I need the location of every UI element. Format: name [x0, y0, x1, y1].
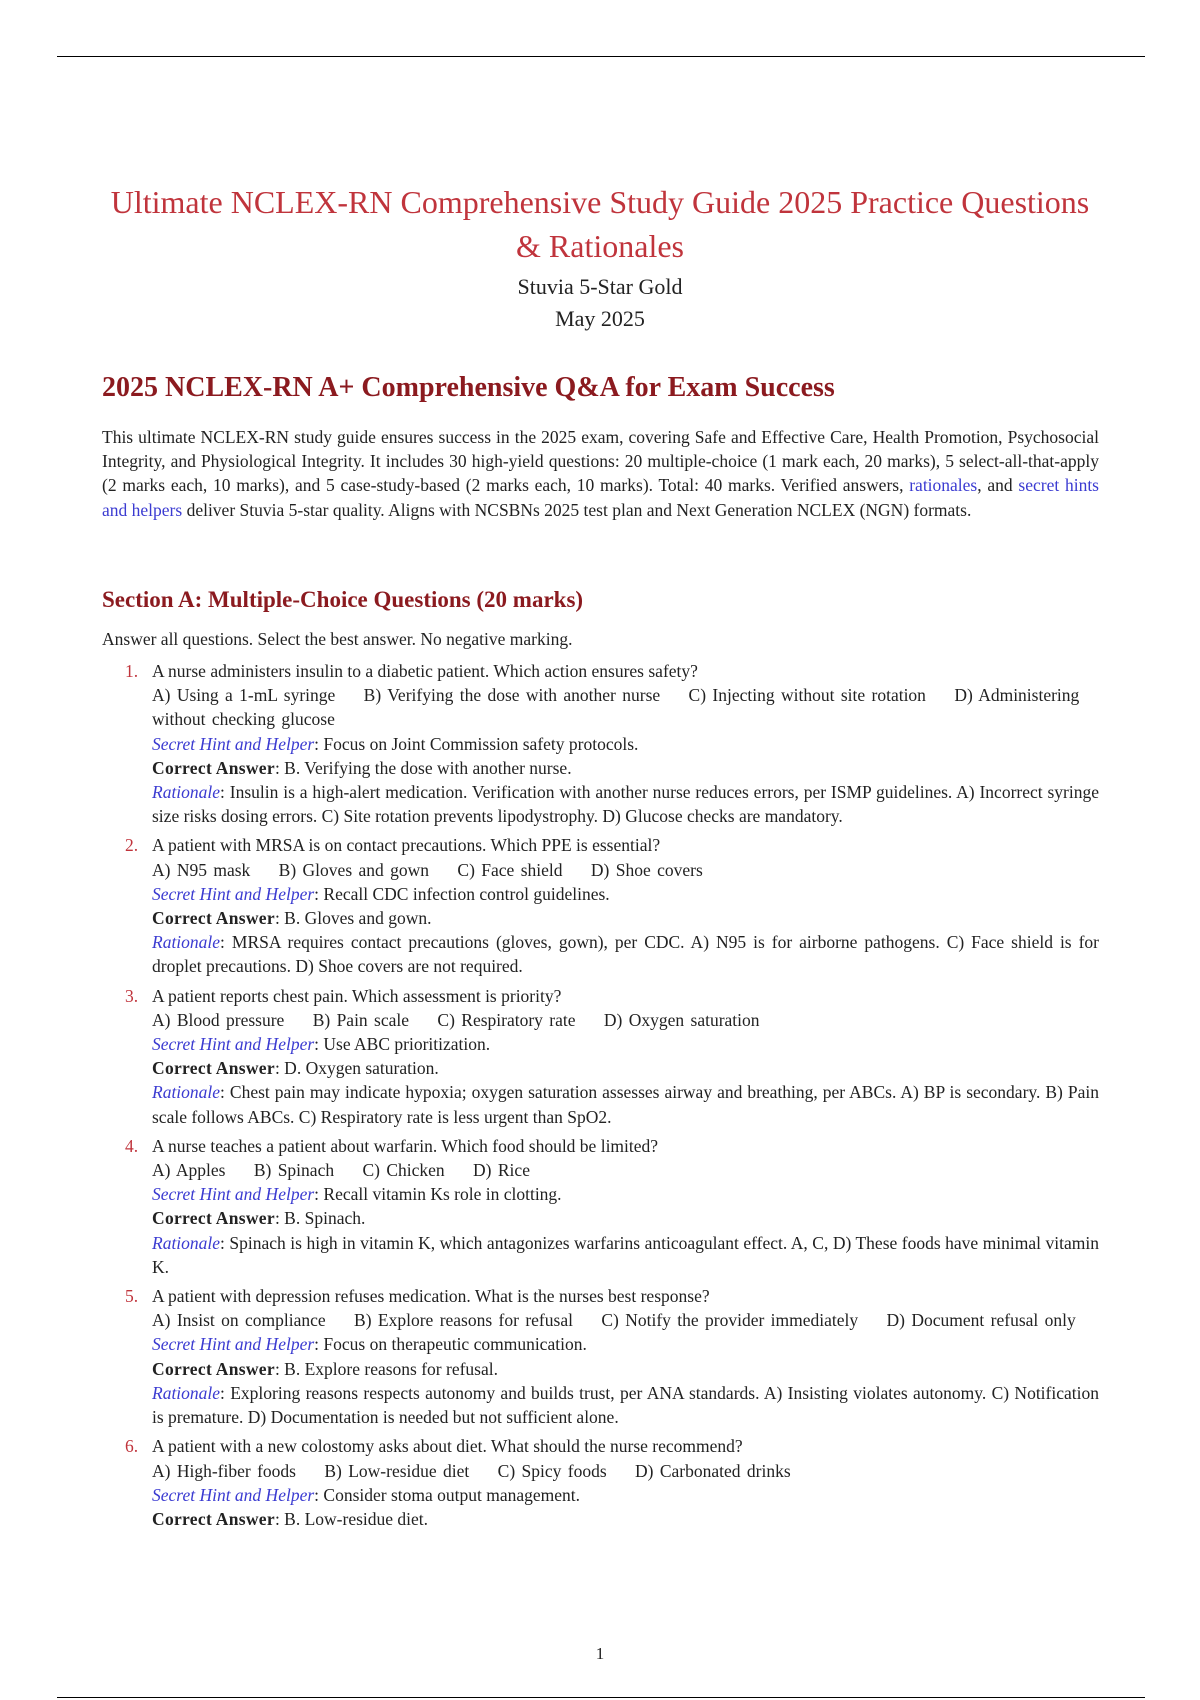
answer-option: D) Rice — [473, 1160, 530, 1181]
answer-options — [152, 683, 1099, 731]
rationale — [152, 1381, 1099, 1429]
hint-text: : Recall vitamin Ks role in clotting. — [314, 1184, 562, 1205]
question-number: 4. — [125, 1135, 139, 1156]
rationale-text: : Chest pain may indicate hypoxia; oxygen saturation assesses airway and breathing, per ABCs. A) BP is secondary. B) Pain scale follows ABCs. C) Respiratory rate is less urgent than SpO2. — [152, 1082, 1099, 1127]
question-text: A nurse administers insulin to a diabetic patient. Which action ensures safety? — [152, 661, 698, 681]
correct-answer — [152, 1507, 1099, 1531]
rationale-text: : MRSA requires contact precautions (gloves, gown), per CDC. A) N95 is for airborne pathogens. C) Face shield is for droplet precautions. D) Shoe covers are not required. — [152, 932, 1099, 977]
rationale-text: : Insulin is a high-alert medication. Verification with another nurse reduces errors, per ISMP guidelines. A) Incorrect syringe size risks dosing errors. C) Site rotation prevents lipodystrophy. D) Glucose checks are mandatory. — [152, 782, 1099, 827]
answer-label: Correct Answer — [152, 757, 275, 778]
main-heading: 2025 NCLEX-RN A+ Comprehensive Q&A for Exam Success — [102, 372, 835, 403]
answer-option: D) Carbonated drinks — [635, 1460, 791, 1481]
answer-text: : B. Low-residue diet. — [274, 1508, 429, 1529]
answer-option: C) Spicy foods — [497, 1460, 607, 1481]
question-item — [102, 1134, 1099, 1279]
hint-text: : Recall CDC infection control guidelines. — [314, 883, 610, 904]
rationale-label: Rationale — [152, 1232, 221, 1253]
section-a-heading: Section A: Multiple-Choice Questions (20 marks) — [102, 587, 584, 612]
question-number: 5. — [125, 1286, 139, 1307]
answer-options — [152, 1008, 1099, 1032]
rationale-text: : Spinach is high in vitamin K, which antagonizes warfarins anticoagulant effect. A, C, D) These foods have minimal vitamin K. — [152, 1232, 1099, 1277]
answer-text: : B. Verifying the dose with another nurse. — [274, 757, 572, 778]
secret-hint — [152, 1182, 1099, 1206]
answer-option: A) Using a 1-mL syringe — [152, 685, 336, 706]
answer-options — [152, 858, 1099, 882]
rationale-label: Rationale — [152, 1082, 221, 1103]
answer-label: Correct Answer — [152, 1508, 275, 1529]
answer-options — [152, 1158, 1099, 1182]
answer-option: B) Explore reasons for refusal — [354, 1310, 573, 1331]
hints-link[interactable]: secret hints and helpers — [102, 475, 1099, 520]
answer-option: A) Insist on compliance — [152, 1310, 326, 1331]
rationale-label: Rationale — [152, 932, 221, 953]
answer-text: : B. Spinach. — [274, 1208, 366, 1229]
secret-hint — [152, 1483, 1099, 1507]
correct-answer — [152, 1206, 1099, 1230]
hint-text: : Consider stoma output management. — [314, 1484, 581, 1505]
answer-option: B) Verifying the dose with another nurse — [363, 685, 661, 706]
correct-answer — [152, 1056, 1099, 1080]
correct-answer — [152, 756, 1099, 780]
header-rule — [57, 56, 1145, 57]
hint-text: : Focus on therapeutic communication. — [314, 1334, 587, 1355]
rationales-link[interactable]: rationales — [909, 475, 978, 496]
rationale — [152, 1231, 1099, 1279]
rationale-label: Rationale — [152, 782, 221, 803]
secret-hint — [152, 732, 1099, 756]
answer-option: C) Chicken — [362, 1160, 445, 1181]
question-item — [102, 984, 1099, 1129]
answer-option: D) Administering without checking glucose — [152, 685, 1080, 730]
question-number: 3. — [125, 985, 139, 1006]
question-number: 6. — [125, 1436, 139, 1457]
answer-label: Correct Answer — [152, 908, 275, 929]
question-item — [102, 659, 1099, 828]
question-text: A patient with MRSA is on contact precautions. Which PPE is essential? — [152, 835, 661, 856]
answer-option: C) Injecting without site rotation — [688, 685, 926, 706]
answer-option: D) Oxygen saturation — [603, 1009, 760, 1030]
intro-text-3: deliver Stuvia 5-star quality. Aligns with NCSBNs 2025 test plan and Next Generation NCLEX (NGN) formats. — [182, 499, 972, 520]
question-text: A patient with depression refuses medication. What is the nurses best response? — [152, 1286, 710, 1307]
secret-hint — [152, 1332, 1099, 1356]
hint-label: Secret Hint and Helper — [152, 883, 315, 904]
answer-text: : B. Explore reasons for refusal. — [274, 1358, 498, 1379]
answer-option: C) Face shield — [457, 859, 563, 880]
rationale-text: : Exploring reasons respects autonomy and builds trust, per ANA standards. A) Insisting violates autonomy. C) Notification is premature. D) Documentation is needed but not sufficient alone. — [152, 1382, 1099, 1428]
answer-option: D) Document refusal only — [886, 1310, 1076, 1331]
question-item — [102, 833, 1099, 978]
hint-label: Secret Hint and Helper — [152, 1484, 315, 1505]
answer-text: : D. Oxygen saturation. — [274, 1058, 439, 1079]
answer-text: : B. Gloves and gown. — [274, 908, 432, 929]
answer-option: B) Spinach — [253, 1160, 335, 1181]
footer-rule — [57, 1697, 1145, 1698]
answer-option: A) Blood pressure — [152, 1009, 285, 1030]
question-text: A patient reports chest pain. Which assessment is priority? — [152, 985, 562, 1006]
document-date: May 2025 — [555, 306, 645, 331]
intro-text-1: This ultimate NCLEX-RN study guide ensures success in the 2025 exam, covering Safe and Effective Care, Health Promotion, Psychosocial Integrity, and Physiological Integrity. It includes 30 high-yield questions: 20 multiple-choice (1 mark each, 20 marks), 5 select-all-that-apply (2 marks each, 10 marks), and 5 case-study-based (2 marks each, 10 marks). Total: 40 marks. Verified answers, — [102, 427, 1099, 496]
question-text: A nurse teaches a patient about warfarin. Which food should be limited? — [152, 1135, 659, 1156]
rationale — [152, 930, 1099, 978]
question-number: 1. — [125, 661, 139, 681]
answer-option: B) Low-residue diet — [324, 1460, 470, 1481]
question-list — [102, 659, 1099, 1536]
answer-option: C) Notify the provider immediately — [601, 1310, 859, 1331]
answer-option: A) High-fiber foods — [152, 1460, 296, 1481]
rationale — [152, 1080, 1099, 1128]
answer-options — [152, 1308, 1099, 1332]
intro-paragraph — [102, 425, 1099, 522]
rationale — [152, 780, 1099, 828]
answer-label: Correct Answer — [152, 1358, 275, 1379]
question-text: A patient with a new colostomy asks about diet. What should the nurse recommend? — [152, 1436, 743, 1457]
answer-option: A) N95 mask — [152, 859, 251, 880]
hint-label: Secret Hint and Helper — [152, 1334, 315, 1355]
correct-answer — [152, 1357, 1099, 1381]
answer-options — [152, 1459, 1099, 1483]
answer-option: B) Gloves and gown — [278, 859, 430, 880]
hint-label: Secret Hint and Helper — [152, 733, 315, 754]
secret-hint — [152, 882, 1099, 906]
intro-text-2: , and — [977, 475, 1019, 496]
question-number: 2. — [125, 835, 139, 856]
document-author: Stuvia 5-Star Gold — [517, 274, 683, 299]
question-item — [102, 1434, 1099, 1531]
answer-option: B) Pain scale — [312, 1009, 410, 1030]
correct-answer — [152, 906, 1099, 930]
hint-text: : Use ABC prioritization. — [314, 1034, 491, 1055]
hint-label: Secret Hint and Helper — [152, 1034, 315, 1055]
question-item — [102, 1284, 1099, 1429]
page-number: 1 — [595, 1644, 605, 1663]
answer-option: C) Respiratory rate — [437, 1009, 576, 1030]
answer-label: Correct Answer — [152, 1208, 275, 1229]
document-title: Ultimate NCLEX-RN Comprehensive Study Guide 2025 Practice Questions & Rationales — [110, 184, 1090, 264]
answer-label: Correct Answer — [152, 1058, 275, 1079]
answer-option: A) Apples — [152, 1160, 226, 1181]
answer-option: D) Shoe covers — [590, 859, 703, 880]
rationale-label: Rationale — [152, 1382, 221, 1403]
secret-hint — [152, 1032, 1099, 1056]
section-a-instructions: Answer all questions. Select the best answer. No negative marking. — [102, 629, 573, 649]
hint-label: Secret Hint and Helper — [152, 1184, 315, 1205]
hint-text: : Focus on Joint Commission safety protocols. — [314, 733, 639, 754]
